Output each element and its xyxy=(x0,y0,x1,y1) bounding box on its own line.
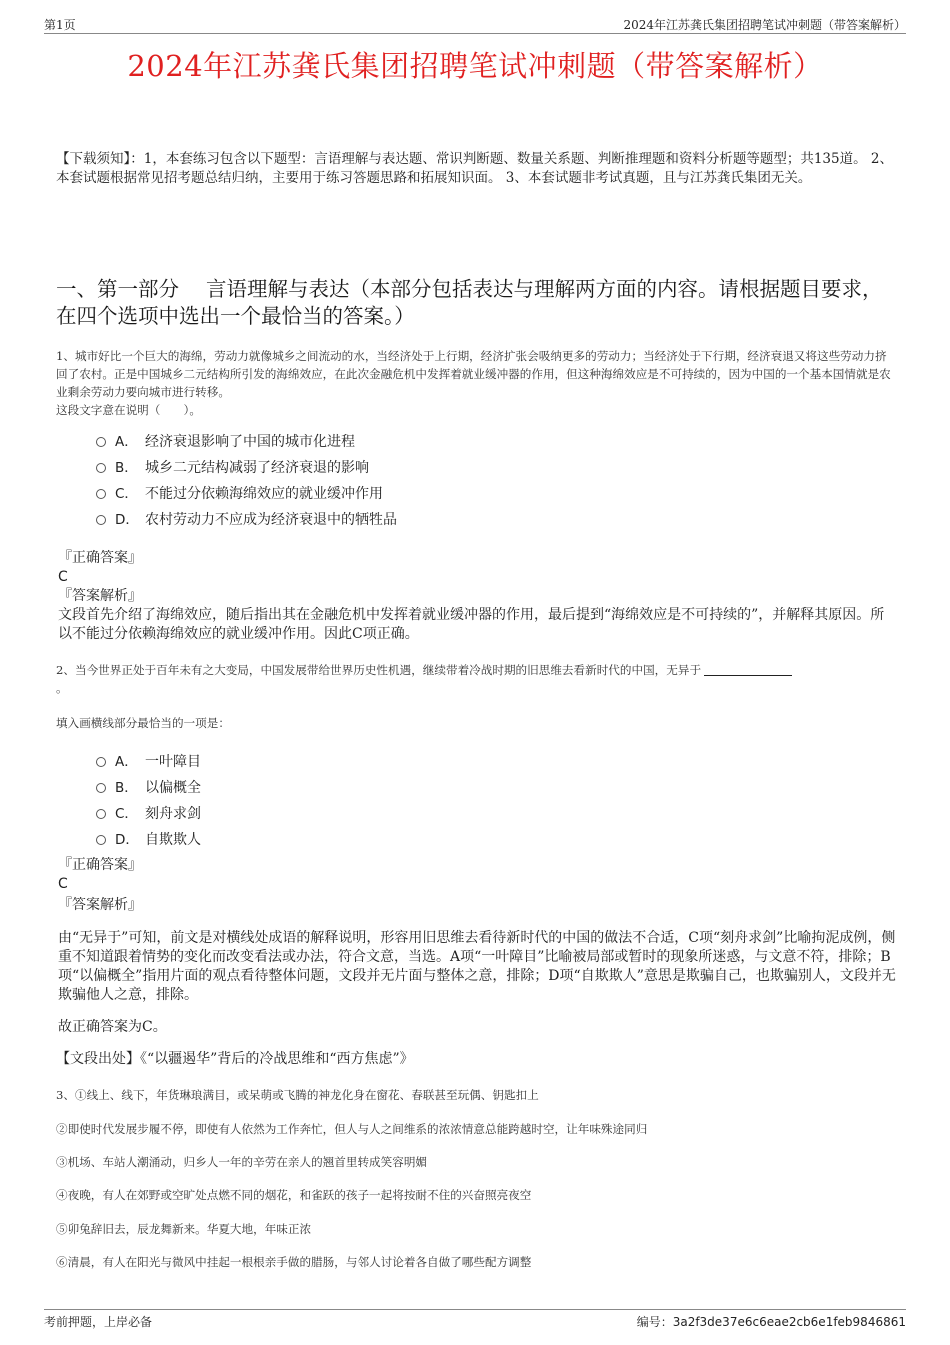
option-letter: B． xyxy=(115,460,138,476)
header-doc-title: 2024年江苏龚氏集团招聘笔试冲刺题（带答案解析） xyxy=(623,18,906,32)
q1-option-c[interactable] xyxy=(96,482,383,503)
option-letter: D． xyxy=(115,512,139,528)
q1-option-b[interactable] xyxy=(96,456,369,477)
page-title: 2024年江苏龚氏集团招聘笔试冲刺题（带答案解析） xyxy=(127,49,823,83)
q2-analysis: 由“无异于”可知，前文是对横线处成语的解释说明，形容用旧思维去看待新时代的中国的做法不合适，C项“刻舟求剑”比喻拘泥成例，侧重不知道跟着情势的变化而改变看法或办法，符合文意，当选。A项“一叶障目”比喻被局部或暂时的现象所迷惑，与文意不符，排除；B项“以偏概全”指用片面的观点看待整体问题，文段并无片面与整体之意，排除；D项“自欺欺人”意思是欺骗自己，也欺骗别人，文段并无欺骗他人之意，排除。 xyxy=(58,930,896,1003)
q3-item-1: 3、①线上、线下，年货琳琅满目，或呆萌或飞腾的神龙化身在窗花、春联甚至玩偶、钥匙扣上 xyxy=(56,1088,539,1102)
radio-icon[interactable] xyxy=(96,489,106,499)
q3-item-5: ⑤卯兔辞旧去，辰龙舞新来。华夏大地，年味正浓 xyxy=(56,1222,312,1236)
q2-option-a[interactable] xyxy=(96,750,201,771)
q2-option-b[interactable] xyxy=(96,776,201,797)
option-letter: C． xyxy=(115,486,138,502)
option-text: 农村劳动力不应成为经济衰退中的牺牲品 xyxy=(145,512,397,528)
option-text: 以偏概全 xyxy=(145,780,201,796)
question-1-prompt: 这段文字意在说明（ ）。 xyxy=(56,403,201,417)
q1-option-d[interactable] xyxy=(96,508,397,529)
question-2-prompt: 填入画横线部分最恰当的一项是： xyxy=(56,716,230,730)
option-letter: A． xyxy=(115,434,138,450)
question-2-text: 2、当今世界正处于百年未有之大变局，中国发展带给世界历史性机遇，继续带着冷战时期的旧思维去看新时代的中国，无异于 xyxy=(56,663,702,677)
q3-item-2: ②即使时代发展步履不停，即使有人依然为工作奔忙，但人与人之间维系的浓浓情意总能跨越时空，让年味殊途同归 xyxy=(56,1122,648,1136)
footer-slogan: 考前押题，上岸必备 xyxy=(44,1315,153,1329)
header-page-number: 第1页 xyxy=(44,18,76,32)
question-2-stem-end: 。 xyxy=(56,681,68,695)
option-text: 自欺欺人 xyxy=(145,832,201,848)
radio-icon[interactable] xyxy=(96,463,106,473)
option-text: 城乡二元结构减弱了经济衰退的影响 xyxy=(145,460,369,476)
footer-divider xyxy=(44,1309,906,1310)
header-divider xyxy=(44,33,906,34)
q2-option-d[interactable] xyxy=(96,828,201,849)
q2-analysis-label: 『答案解析』 xyxy=(58,897,142,913)
q1-option-a[interactable] xyxy=(96,430,355,451)
footer-code-label: 编号： xyxy=(636,1315,673,1329)
q2-option-c[interactable] xyxy=(96,802,201,823)
footer-code xyxy=(637,1313,906,1330)
option-text: 刻舟求剑 xyxy=(145,806,201,822)
q2-source: 【文段出处】《“以疆遏华”背后的冷战思维和“西方焦虑”》 xyxy=(56,1051,414,1067)
q2-answer: C xyxy=(58,876,68,892)
radio-icon[interactable] xyxy=(96,437,106,447)
q3-item-6: ⑥清晨，有人在阳光与微风中挂起一根根亲手做的腊肠，与邻人讨论着各自做了哪些配方调整 xyxy=(56,1255,532,1269)
q3-item-3: ③机场、车站人潮涌动，归乡人一年的辛劳在亲人的翘首里转成笑容明媚 xyxy=(56,1155,428,1169)
radio-icon[interactable] xyxy=(96,809,106,819)
fill-blank xyxy=(704,663,792,676)
section-heading: 一、第一部分 言语理解与表达（本部分包括表达与理解两方面的内容。请根据题目要求，在四个选项中选出一个最恰当的答案。） xyxy=(56,277,883,328)
q1-answer: C xyxy=(58,569,68,585)
q1-analysis: 文段首先介绍了海绵效应，随后指出其在金融危机中发挥着就业缓冲器的作用，最后提到“海绵效应是不可持续的”，并解释其原因。所以不能过分依赖海绵效应的就业缓冲作用。因此C项正确。 xyxy=(58,607,885,642)
radio-icon[interactable] xyxy=(96,757,106,767)
q1-analysis-label: 『答案解析』 xyxy=(58,588,142,604)
question-1-stem xyxy=(56,347,898,419)
radio-icon[interactable] xyxy=(96,783,106,793)
option-text: 一叶障目 xyxy=(145,754,201,770)
download-notice: 【下载须知】：1，本套练习包含以下题型：言语理解与表达题、常识判断题、数量关系题、判断推理题和资料分析题等题型；共135道。 2、本套试题根据常见招考题总结归纳，主要用于练习答题思路和拓展知识面。 3、本套试题非考试真题，且与江苏龚氏集团无关。 xyxy=(56,151,893,186)
option-letter: D． xyxy=(115,832,139,848)
option-letter: A． xyxy=(115,754,138,770)
q2-answer-label: 『正确答案』 xyxy=(58,857,142,873)
q1-answer-label: 『正确答案』 xyxy=(58,550,142,566)
option-letter: B． xyxy=(115,780,138,796)
option-text: 不能过分依赖海绵效应的就业缓冲作用 xyxy=(145,486,383,502)
option-letter: C． xyxy=(115,806,138,822)
q2-conclusion: 故正确答案为C。 xyxy=(58,1019,167,1035)
footer-code-value: 3a2f3de37e6c6eae2cb6e1feb9846861 xyxy=(672,1315,906,1329)
question-2-stem xyxy=(56,661,898,697)
option-text: 经济衰退影响了中国的城市化进程 xyxy=(145,434,355,450)
radio-icon[interactable] xyxy=(96,835,106,845)
radio-icon[interactable] xyxy=(96,515,106,525)
q3-item-4: ④夜晚，有人在郊野或空旷处点燃不同的烟花，和雀跃的孩子一起将按耐不住的兴奋照亮夜空 xyxy=(56,1188,532,1202)
question-1-text: 1、城市好比一个巨大的海绵，劳动力就像城乡之间流动的水，当经济处于上行期，经济扩张会吸纳更多的劳动力；当经济处于下行期，经济衰退又将这些劳动力挤回了农村。正是中国城乡二元结构所引发的海绵效应，在此次金融危机中发挥着就业缓冲器的作用，但这种海绵效应是不可持续的，因为中国的一个基本国情就是农业剩余劳动力要向城市进行转移。 xyxy=(56,349,891,399)
